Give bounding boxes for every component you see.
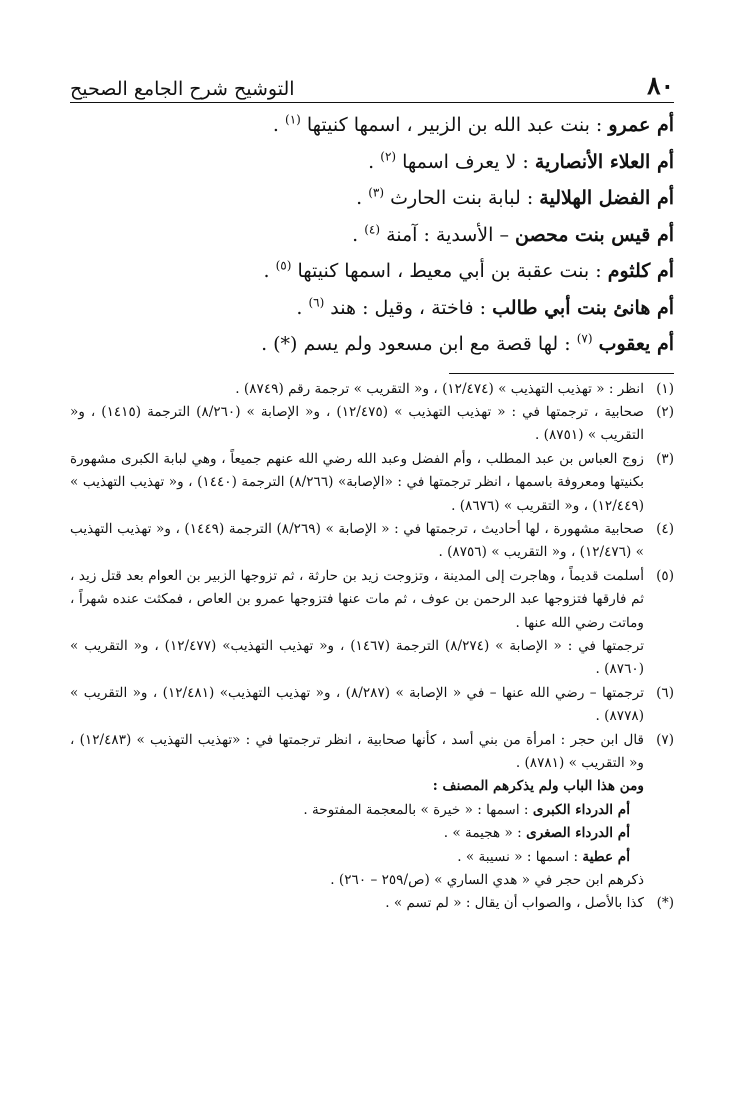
footnote-ref[interactable]: (١) (285, 112, 301, 127)
footnote (70, 892, 674, 915)
footnote-text: ترجمتها – رضي الله عنها – في « الإصابة » (٨/٢٨٧) ، و« تهذيب التهذيب» (١٢/٤٨١) ، و« التقريب » (٨٧٧٨) . (70, 684, 645, 725)
page-number: ٨٠ (647, 71, 674, 100)
entry-name: أم كلثوم (607, 260, 674, 282)
footnote-text: أسلمت قديماً ، وهاجرت إلى المدينة ، وتزوجت زيد بن حارثة ، ثم تزوجها الزبير بن العوام بعد قتل زيد ، ثم فارقها فتزوجها عبد الرحمن بن عوف ، ثم مات عنها فتزوجها عمرو بن العاص ، فمكثت عنده شهراً ، وماتت رضي الله عنها . (70, 567, 644, 631)
entry-tail: . (263, 260, 276, 282)
footnote (70, 565, 674, 682)
footnote-ref[interactable]: (٧) (576, 331, 593, 346)
header-rule (70, 102, 674, 103)
footnote (70, 729, 674, 893)
footnote-number: (*) (656, 895, 674, 912)
addendum-item-name: أم الدرداء الصغرى (526, 825, 630, 842)
entry-text: : لا يعرف اسمها (396, 150, 535, 173)
footnote-number: (٧) (656, 731, 674, 748)
footnote-number: (٥) (656, 567, 674, 584)
entry-name: أم الفضل الهلالية (539, 187, 674, 209)
footnote-text: صحابية مشهورة ، لها أحاديث ، ترجمتها في : « الإصابة » (٨/٢٦٩) الترجمة (١٤٤٩) ، و« تهذيب التهذيب » (١٢/٤٧٦) ، و« التقريب » (٨٧٥٦) . (70, 520, 644, 561)
entry-tail: . (352, 223, 365, 246)
entries-list (70, 107, 674, 363)
entry-tail: . (272, 114, 285, 136)
entry (70, 217, 674, 254)
footnote-ref[interactable]: (٦) (308, 295, 325, 310)
footnote-ref[interactable]: (٥) (275, 258, 292, 273)
addendum-item-name: أم عطية (582, 848, 630, 865)
entry-tail: . (368, 150, 381, 173)
footnote-text: انظر : « تهذيب التهذيب » (١٢/٤٧٤) ، و« التقريب » ترجمة رقم (٨٧٤٩) . (235, 380, 644, 397)
entry-name: أم هانئ بنت أبي طالب (492, 296, 674, 319)
footnote-text: ترجمتها في : « الإصابة » (٨/٢٧٤) الترجمة (١٤٦٧) ، و« تهذيب التهذيب» (١٢/٤٧٧) ، و« التقريب » (٨٧٦٠) . (70, 637, 644, 678)
footnote-text: قال ابن حجر : امرأة من بني أسد ، كأنها صحابية ، انظر ترجمتها في : «تهذيب التهذيب » (١٢/٤٨٣) ، و« التقريب » (٨٧٨١) . (70, 731, 644, 771)
footnote (70, 401, 674, 448)
entry-tail: . (356, 187, 369, 209)
running-title: التوشيح شرح الجامع الصحيح (70, 78, 295, 100)
footnote-number: (٦) (656, 684, 674, 701)
entry (70, 326, 674, 363)
footnote-number: (٣) (656, 450, 674, 467)
footnote-ref[interactable]: (٢) (380, 149, 397, 164)
footnote-ref[interactable]: (٤) (364, 222, 381, 237)
entry-tail: : لها قصة مع ابن مسعود ولم يسم (*) . (261, 333, 577, 355)
addendum-item-text: : اسمها : « نسيبة » . (457, 848, 583, 865)
addendum-item-text: : اسمها : « خيرة » بالمعجمة المفتوحة . (303, 801, 533, 818)
entry-text: : بنت عبد الله بن الزبير ، اسمها كنيتها (300, 114, 609, 136)
footnote (70, 448, 674, 518)
entry (70, 253, 674, 290)
addendum-item-name: أم الدرداء الكبرى (532, 801, 630, 818)
footnote-text: كذا بالأصل ، والصواب أن يقال : « لم تسم » . (385, 895, 644, 912)
entry-text: : بنت عقبة بن أبي معيط ، اسمها كنيتها (291, 260, 608, 282)
entry-tail: . (296, 296, 309, 319)
footnote-ref[interactable]: (٣) (368, 185, 385, 200)
entry-name: أم يعقوب (598, 333, 674, 355)
footnote-number: (٢) (656, 403, 674, 420)
footnote (70, 378, 674, 401)
addendum-item (70, 799, 644, 822)
footnote-text: صحابية ، ترجمتها في : « تهذيب التهذيب » (١٢/٤٧٥) ، و« الإصابة » (٨/٢٦٠) الترجمة (١٤١٥) ، و« التقريب » (٨٧٥١) . (70, 403, 644, 444)
entry-text: – الأسدية : آمنة (380, 223, 515, 246)
addendum-item (70, 846, 644, 869)
entry-name: أم قيس بنت محصن (515, 223, 674, 246)
addendum-heading: ومن هذا الباب ولم يذكرهم المصنف : (432, 778, 644, 795)
footnote (70, 518, 674, 565)
book-page (70, 60, 674, 916)
addendum-item (70, 822, 644, 845)
entry-text: : لبابة بنت الحارث (384, 187, 540, 209)
entry-name: أم عمرو (608, 114, 674, 136)
entry (70, 180, 674, 217)
page-header (70, 60, 674, 100)
addendum-source: ذكرهم ابن حجر في « هدي الساري » (ص/٢٥٩ – ٢٦٠) . (330, 872, 644, 889)
footnote-number: (١) (656, 380, 674, 397)
footnote-text: زوج العباس بن عبد المطلب ، وأم الفضل وعبد الله رضي الله عنهم جميعاً ، وهي لبابة الكبرى مشهورة بكنيتها ومعروفة باسمها ، انظر ترجمتها في : «الإصابة» (٨/٢٦٦) الترجمة (١٤٤٠) ، و« تهذيب التهذيب » (١٢/٤٤٩) ، و« التقريب » (٨٦٧٦) . (70, 450, 644, 514)
entry (70, 290, 674, 327)
footnote (70, 682, 674, 729)
entry (70, 144, 674, 181)
footnote-separator (449, 373, 674, 374)
footnote-number: (٤) (656, 520, 674, 537)
entry-text: : فاختة ، وقيل : هند (324, 296, 493, 319)
entry (70, 107, 674, 144)
entry-name: أم العلاء الأنصارية (534, 150, 674, 173)
addendum-item-text: : « هجيمة » . (443, 825, 527, 842)
footnotes-section (70, 378, 674, 916)
